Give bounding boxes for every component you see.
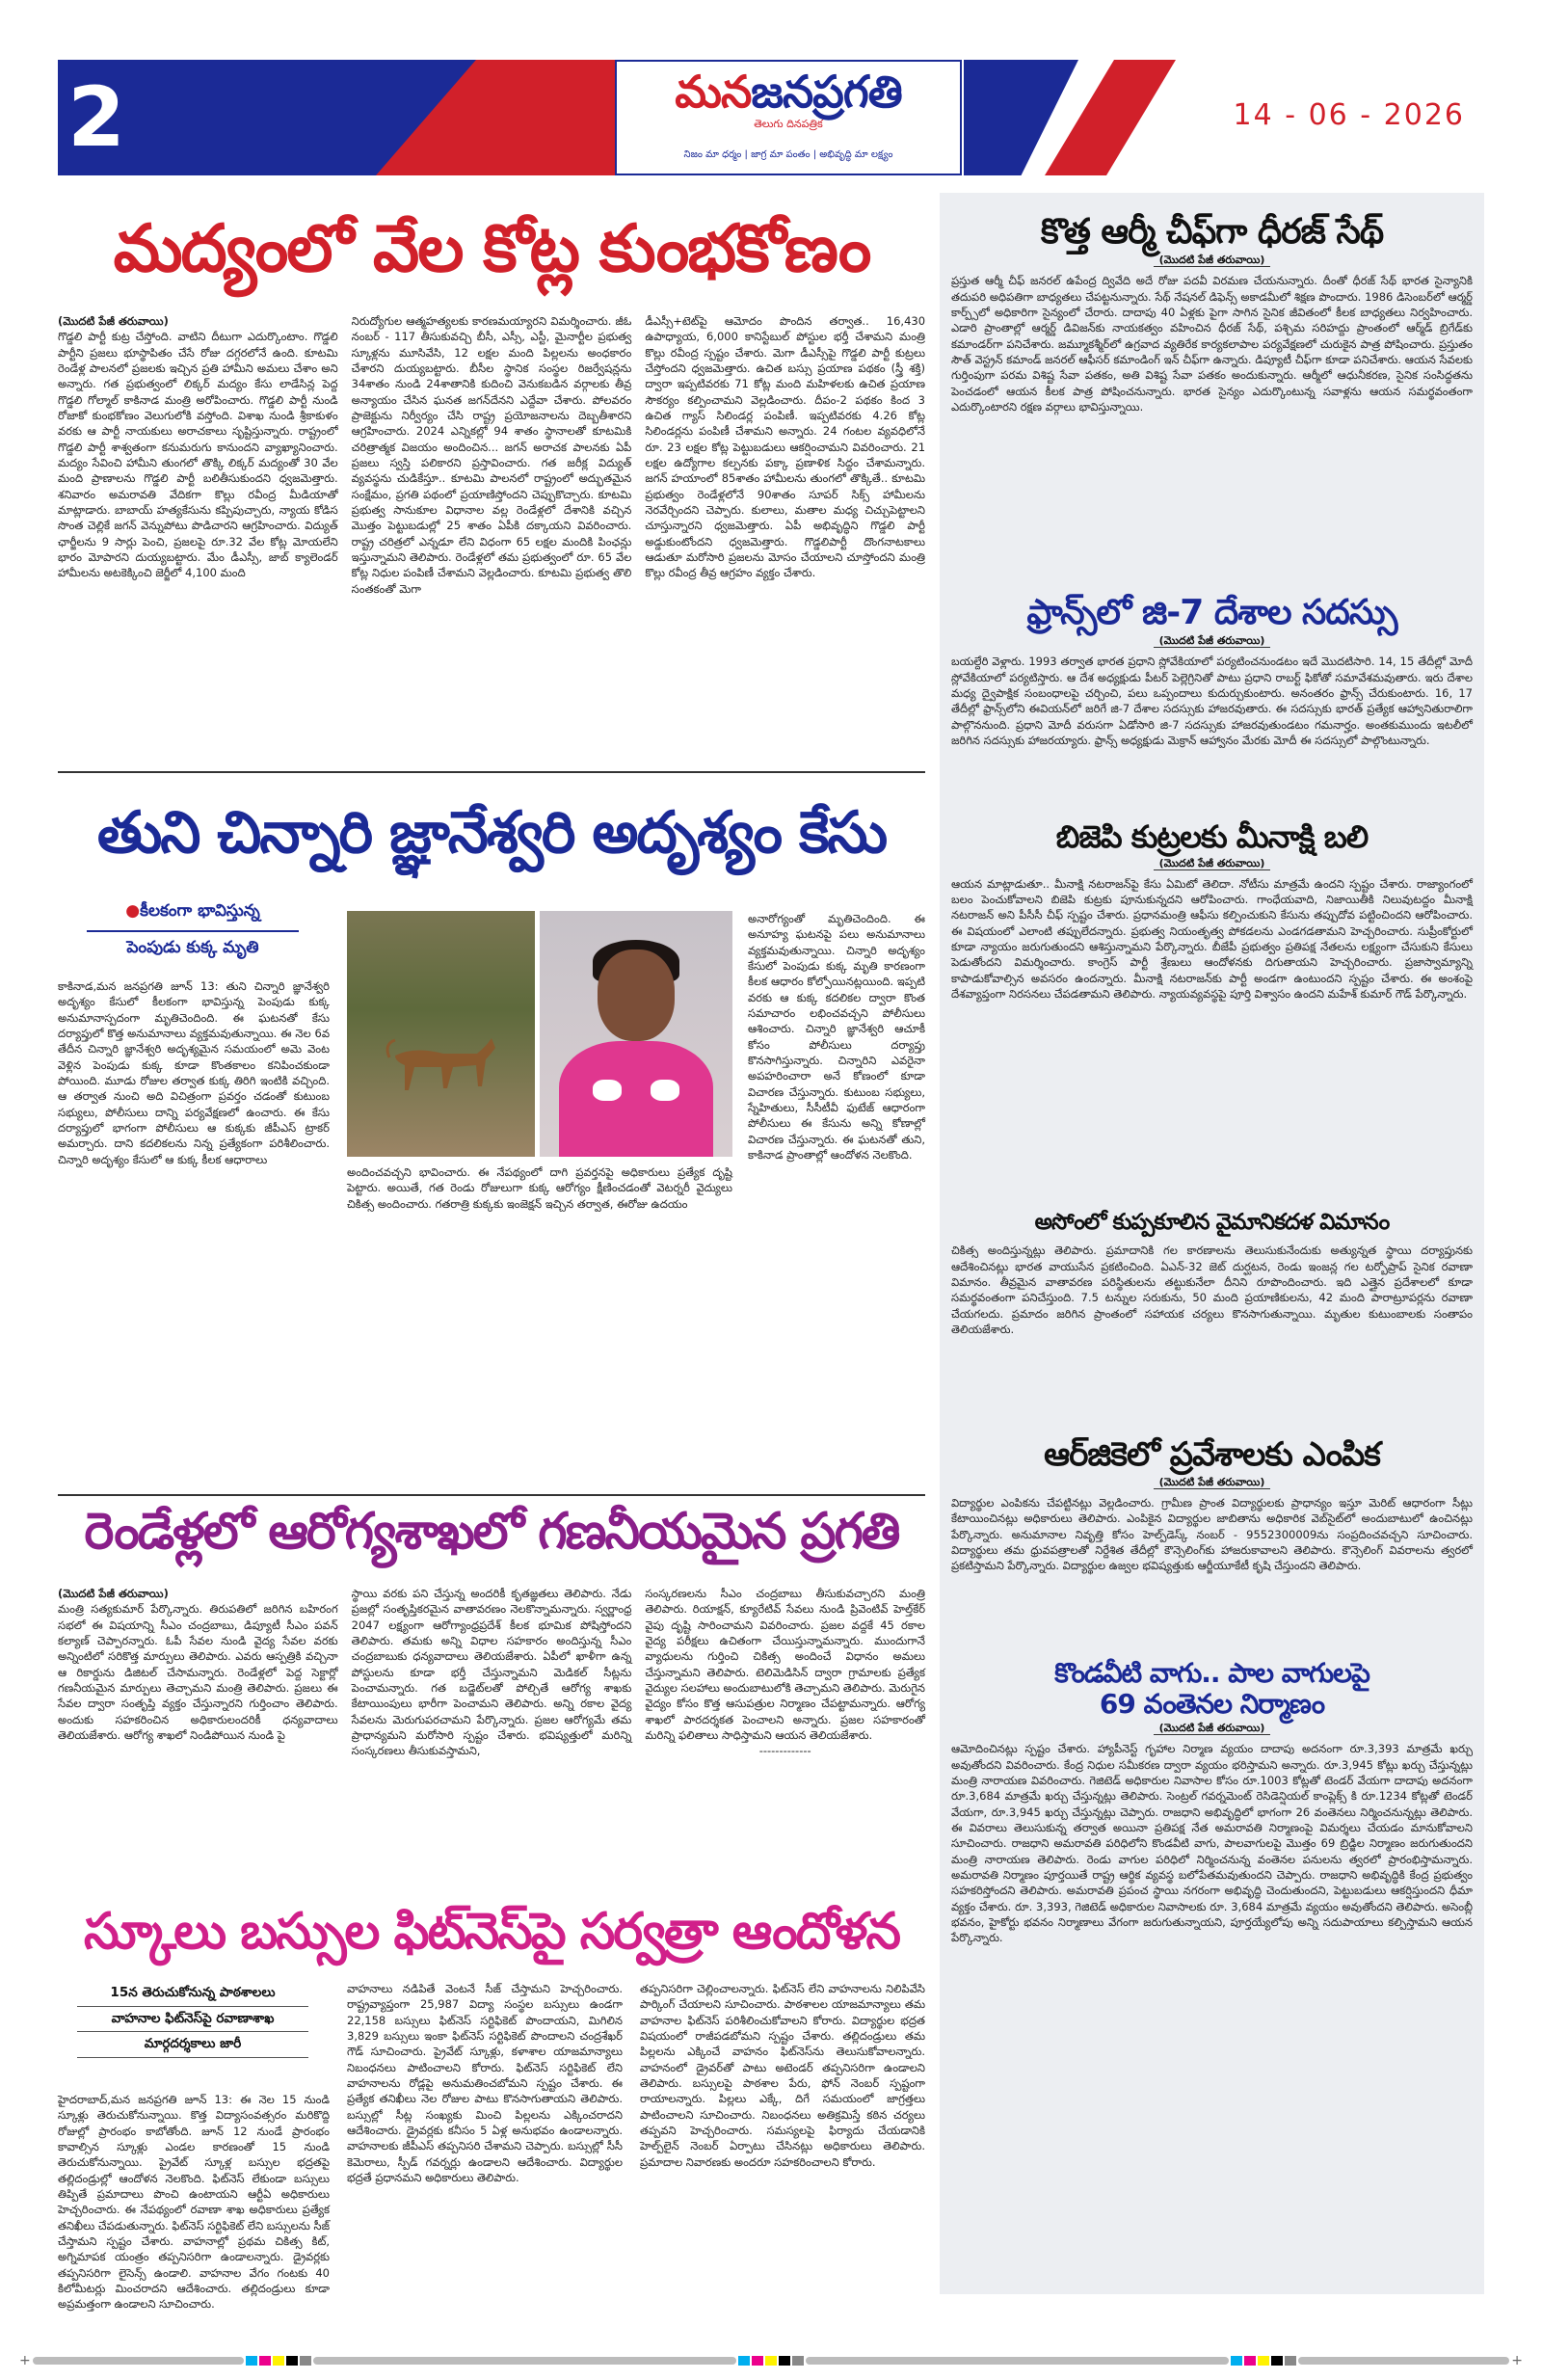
registration-line bbox=[1298, 2357, 1509, 2365]
swatch-cyan bbox=[246, 2356, 257, 2366]
bjp-headline: బిజెపి కుట్రలకు మీనాక్షి బలి bbox=[1055, 818, 1369, 855]
registration-line bbox=[313, 2357, 736, 2365]
story4-col3: తప్పనిసరిగా చెల్లించాలన్నారు. ఫిట్‌నెస్ లేని వాహనాలను నిలిపివేసి పార్కింగ్ చేయాలని సూచించారు. పాఠశాలల యాజమాన్యాలు తమ వాహనాల ఫిట్‌నెస్ పరిశీలించుకోవాలని కోరారు. విద్యార్థుల భద్రత విషయంలో రాజీపడబోమని స్పష్టం చేశారు. తల్లిదండ్రులు తమ పిల్లలను ఎక్కించే వాహనం ఫిట్‌నెస్‌ను తెలుసుకోవాలన్నారు. వాహనంలో డ్రైవర్‌తో పాటు అటెండర్ తప్పనిసరిగా ఉండాలని తెలిపారు. బస్సులపై పాఠశాల పేరు, ఫోన్ నెంబర్ స్పష్టంగా రాయాలన్నారు. పిల్లలు ఎక్కే, దిగే సమయంలో జాగ్రత్తలు పాటించాలని సూచించారు. నిబంధనలు అతిక్రమిస్తే కఠిన చర్యలు తప్పవని హెచ్చరించారు. సమస్యలపై ఫిర్యాదు చేయడానికి హెల్ప్‌లైన్ నెంబర్ ఏర్పాటు చేసినట్లు అధికారులు తెలిపారు. ప్రమాదాల నివారణకు అందరూ సహకరించాలని కోరారు. bbox=[640, 1982, 925, 2169]
army-headline: కొత్త ఆర్మీ చీఫ్‌గా ధీరజ్ సేథ్ bbox=[1040, 212, 1384, 252]
sidebar-story-g7 bbox=[951, 593, 1473, 817]
paper-name-part2: జనప్రగతి bbox=[751, 66, 902, 118]
print-registration-bar bbox=[19, 2354, 1523, 2367]
story4-subhead-1: 15న తెరుచుకోనున్న పాఠశాలలు bbox=[77, 1981, 308, 2007]
page-number: 2 bbox=[58, 60, 135, 175]
registration-line bbox=[806, 2357, 1229, 2365]
main-column bbox=[58, 193, 926, 2312]
rgukt-headline: ఆర్‌జికెలో ప్రవేశాలకు ఎంపిక bbox=[1044, 1435, 1380, 1474]
story3-col1 bbox=[58, 1586, 338, 1875]
story2-kicker-line2: పెంపుడు కుక్క మృతి bbox=[126, 938, 259, 957]
kicker-text-1: కీలకంగా భావిస్తున్న bbox=[140, 901, 260, 921]
swatch-gray bbox=[300, 2356, 311, 2366]
swatch-black bbox=[779, 2356, 790, 2366]
story3-col1-text: మంత్రి సత్యకుమార్ పేర్కొన్నారు. తిరుపతిలో జరిగిన బహిరంగ సభలో ఈ విషయాన్ని సీఎం చంద్రబాబు, డిప్యూటీ సీఎం పవన్ కల్యాణ్ చెప్పారన్నారు. ఓపీ సేవల నుండి వైద్య సేవల వరకు అన్నింటిలో సరికొత్త మార్పులు తెలిపారు. ఎవరు ఆస్పత్రికి వచ్చినా ఆ రికార్డును డిజిటల్ చేసామన్నారు. రెండేళ్లలో పెద్ద సెక్టార్లో గణనీయమైన మార్పులు తెచ్చామని మంత్రి తెలిపారు. ప్రజలు ఈ సేవల ద్వారా సంతృప్తి వ్యక్తం చేస్తున్నారని గుర్తించాం తెలిపారు. అందుకు సహకరించిన అధికారులందరికీ ధన్యవాదాలు తెలియజేశారు. ఆరోగ్య శాఖలో నిండిపోయిన నుండి పై bbox=[58, 1602, 338, 1742]
masthead bbox=[58, 60, 1484, 175]
swatch-magenta bbox=[1244, 2356, 1256, 2366]
paper-subtitle: తెలుగు దినపత్రిక bbox=[754, 118, 823, 130]
bridges-headline-1: కొండవీటి వాగు.. పాల వాగులపై bbox=[1054, 1657, 1369, 1689]
story3-col3 bbox=[645, 1586, 925, 1875]
divider bbox=[58, 1494, 925, 1496]
dress-bow-left bbox=[593, 1080, 622, 1101]
g7-byline-text: (మొదటి పేజీ తరువాయి) bbox=[1154, 634, 1271, 648]
story4-col2: వాహనాలు నడిపితే వెంటనే సీజ్ చేస్తామని హెచ్చరించారు. రాష్ట్రవ్యాప్తంగా 25,987 విద్యా సంస్థల బస్సులు ఉండగా 22,158 బస్సులు ఫిట్‌నెస్ సర్టిఫికెట్ పొందాయని, మిగిలిన 3,829 బస్సులు ఇంకా ఫిట్‌నెస్ సర్టిఫికెట్ పొందాలని చంద్రశేఖర్ గౌడ్ సూచించారు. ప్రైవేట్ స్కూళ్లు, కళాశాల యాజమాన్యాలు నిబంధనలు పాటించాలని కోరారు. ఫిట్‌నెస్ సర్టిఫికెట్ లేని వాహనాలను రోడ్లపై అనుమతించబోమని స్పష్టం చేశారు. ఈ ప్రత్యేక తనిఖీలు నెల రోజుల పాటు కొనసాగుతాయని తెలిపారు. బస్సుల్లో సీట్ల సంఖ్యకు మించి పిల్లలను ఎక్కించరాదని ఆదేశించారు. డ్రైవర్లకు కనీసం 5 ఏళ్ల అనుభవం ఉండాలన్నారు. వాహనాలకు జీపీఎస్ తప్పనిసరి చేశామని చెప్పారు. బస్సుల్లో సీసీ కెమెరాలు, స్పీడ్ గవర్నర్లు ఉండాలని ఆదేశించారు. విద్యార్థుల భద్రతే ప్రధానమని అధికారులు తెలిపారు. bbox=[347, 1982, 623, 2184]
swatch-black bbox=[286, 2356, 298, 2366]
story4-headline: స్కూలు బస్సుల ఫిట్‌నెస్‌పై సర్వత్రా ఆందోళన bbox=[84, 1903, 899, 1961]
bridges-byline-text: (మొదటి పేజీ తరువాయి) bbox=[1154, 1722, 1271, 1735]
paper-logo bbox=[615, 60, 962, 175]
swatch-gray bbox=[1285, 2356, 1296, 2366]
story4-col1: హైదరాబాద్,మన జనప్రగతి జూన్ 13: ఈ నెల 15 నుండి స్కూళ్లు తెరుచుకోనున్నాయి. కొత్త విద్యాసంవత్సరం మరికొద్ది రోజుల్లో ప్రారంభం కాబోతోంది. జూన్ 12 నుండే ప్రారంభం కావాల్సిన స్కూళ్లు ఎండల కారణంతో 15 నుండి తెరుచుకోనున్నాయి. ప్రైవేట్ స్కూళ్ల బస్సుల భద్రతపై తల్లిదండ్రుల్లో ఆందోళన నెలకొంది. ఫిట్‌నెస్ లేకుండా బస్సులు తిప్పితే ప్రమాదాలు పొంచి ఉంటాయని ఆర్టీఏ అధికారులు హెచ్చరించారు. ఈ నేపథ్యంలో రవాణా శాఖ అధికారులు ప్రత్యేక తనిఖీలు చేపడుతున్నారు. ఫిట్‌నెస్ సర్టిఫికెట్ లేని బస్సులను సీజ్ చేస్తామని స్పష్టం చేశారు. వాహనాల్లో ప్రథమ చికిత్స కిట్, అగ్నిమాపక యంత్రం తప్పనిసరిగా ఉండాలన్నారు. డ్రైవర్లకు తప్పనిసరిగా లైసెన్స్ ఉండాలి. వాహనాల వేగం గంటకు 40 కిలోమీటర్లు మించరాదని ఆదేశించారు. తల్లిదండ్రులు కూడా అప్రమత్తంగా ఉండాలని సూచించారు. bbox=[58, 2093, 330, 2312]
story2-headline: తుని చిన్నారి జ్ఞానేశ్వరి అదృశ్యం కేసు bbox=[96, 799, 887, 867]
dress-bow-right bbox=[651, 1080, 679, 1101]
child-dress bbox=[559, 1041, 713, 1157]
g7-headline: ఫ్రాన్స్‌లో జి-7 దేశాల సదస్సు bbox=[1026, 593, 1397, 632]
paper-tagline: నిజం మా ధర్మం | జాగ్ర మా పంతం | అభివృద్ధి మా లక్ష్యం bbox=[683, 149, 893, 160]
story4-subheads bbox=[58, 1981, 328, 2058]
swatch-yellow bbox=[273, 2356, 284, 2366]
story3-col3-text: సంస్కరణలను సీఎం చంద్రబాబు తీసుకువచ్చారని మంత్రి తెలిపారు. రియాక్షన్, క్యూరేటివ్ సేవలు నుండి ప్రివెంటివ్ హెల్త్‌కేర్ వైపు దృష్టి సారించామని వివరించారు. ప్రజల వద్దకే 45 రకాల వైద్య పరీక్షలు ఉచితంగా చేయిస్తున్నామన్నారు. ముందుగానే వ్యాధులను గుర్తించి చికిత్స అందించే విధానం అమలు చేస్తున్నామని తెలిపారు. టెలిమెడిసిన్ ద్వారా గ్రామాలకు ప్రత్యేక వైద్యుల సలహాలు అందుబాటులోకి తెచ్చామని తెలిపారు. మెరుగైన వైద్యం కోసం కొత్త ఆసుపత్రుల నిర్మాణం చేపట్టామన్నారు. ఆరోగ్య శాఖలో పారదర్శకత పెంచాలని అన్నారు. ప్రజల సహకారంతో మరిన్ని ఫలితాలు సాధిస్తామని ఆయన తెలియజేశారు. bbox=[645, 1587, 926, 1742]
g7-byline bbox=[951, 634, 1473, 650]
army-byline-text: (మొదటి పేజీ తరువాయి) bbox=[1154, 254, 1271, 267]
plane-text: చికిత్స అందిస్తున్నట్లు తెలిపారు. ప్రమాదానికి గల కారణాలను తెలుసుకునేందుకు అత్యున్నత స్థాయి దర్యాప్తునకు ఆదేశించినట్లు భారత వాయుసేన ప్రకటించింది. ఏఎన్-32 జెట్ దుర్ఘటన, రెండు ఇంజన్ల గల టర్బోప్రాప్ సైనిక రవాణా విమానం. తీవ్రమైన వాతావరణ పరిస్థితులను తట్టుకునేలా దీనిని రూపొందించారు. ఇది ఎత్తైన ప్రదేశాలలో కూడా సమర్థవంతంగా పనిచేస్తుంది. 7.5 టన్నుల సరుకును, 50 మంది ప్రయాణికులను, 42 మంది పారాట్రూపర్లను రవాణా చేయగలదు. ప్రమాదం జరిగిన ప్రాంతంలో సహాయక చర్యలు కొనసాగుతున్నాయి. మృతుల కుటుంబాలకు సంతాపం తెలియజేశారు. bbox=[951, 1243, 1473, 1337]
bridges-headline-2: 69 వంతెనల నిర్మాణం bbox=[1099, 1688, 1325, 1721]
story2-col2: అందించవచ్చని భావించారు. ఈ నేపథ్యంలో దాగి ప్రవర్తనపై అధికారులు ప్రత్యేక దృష్టి పెట్టారు. అయితే, గత రెండు రోజులుగా కుక్క ఆరోగ్యం క్షీణించడంతో వెటర్నరీ వైద్యులు చికిత్స అందించారు. గతరాత్రి కుక్కకు ఇంజెక్షన్ ఇచ్చిన తర్వాత, ఈరోజు ఉదయం bbox=[347, 1165, 732, 1211]
masthead-right bbox=[964, 60, 1484, 175]
story3-body bbox=[58, 1586, 925, 1875]
paper-name bbox=[617, 62, 960, 121]
divider bbox=[58, 771, 925, 773]
rgukt-text: విద్యార్థుల ఎంపికను చేపట్టినట్లు వెల్లడించారు. గ్రామీణ ప్రాంత విద్యార్థులకు ప్రాధాన్యం ఇస్తూ మెరిట్ ఆధారంగా సీట్లు కేటాయించినట్లు అధికారులు తెలిపారు. ఎంపికైన విద్యార్థుల జాబితాను అధికారిక వెబ్‌సైట్‌లో అందుబాటులో ఉంచినట్లు పేర్కొన్నారు. అనుమానాల నివృత్తి కోసం హెల్ప్‌డెస్క్ నంబర్ - 9552300009ను సంప్రదించవచ్చని సూచించారు. విద్యార్థులు తమ ధ్రువపత్రాలతో నిర్దేశిత తేదీల్లో కౌన్సెలింగ్‌కు హాజరుకావాలని తెలిపారు. కౌన్సెలింగ్ వివరాలను త్వరలో ప్రకటిస్తామని పేర్కొన్నారు. విద్యార్థుల ఉజ్వల భవిష్యత్తుకు ఆర్జీయూకేటీ కృషి చేస్తుందని తెలిపారు. bbox=[951, 1496, 1473, 1573]
bridges-byline bbox=[951, 1722, 1473, 1737]
story2-col1: కాకినాడ,మన జనప్రగతి జూన్ 13: తుని చిన్నారి జ్ఞానేశ్వరి అదృశ్యం కేసులో కీలకంగా భావిస్తున్న పెంపుడు కుక్క అనుమానాస్పదంగా మృతిచెందింది. ఈ ఘటనతో కేసు దర్యాప్తులో కొత్త అనుమానాలు వ్యక్తమవుతున్నాయి. ఈ నెల 6వ తేదీన చిన్నారి జ్ఞానేశ్వరి అదృశ్యమైన సమయంలో అమె వెంట వెళ్లిన పెంపుడు కుక్క కూడా కొంతకాలం కనిపించకుండా పోయింది. మూడు రోజుల తర్వాత కుక్క తిరిగి ఇంటికి వచ్చింది. ఆ తర్వాత నుంచి అది విచిత్రంగా ప్రవర్తం చడంతో కుటుంబ సభ్యులు, పోలీసులు దాన్ని పర్యవేక్షణలో ఉంచారు. ఈ కేసు దర్యాప్తులో భాగంగా పోలీసులు ఆ కుక్కకు జీపీఎస్ ట్రాకర్ అమర్చారు. దాని కదలికలను నిన్న ప్రత్యేకంగా పరిశీలించారు. చిన్నారి అదృశ్యం కేసులో ఆ కుక్క కీలక ఆధారాలు bbox=[58, 979, 330, 1166]
child-face bbox=[598, 949, 675, 1041]
story4-subhead-3: మార్గదర్శకాలు జారీ bbox=[77, 2032, 308, 2058]
story1-col3: డీఎస్సీ+టెట్‌పై ఆమోదం పొందిన తర్వాత.. 16,430 ఉపాధ్యాయ, 6,000 కానిస్టేబుల్ పోస్టుల భర్తీ చేశామని మంత్రి కొల్లు రవీంద్ర స్పష్టం చేశారు. మెగా డీఎస్సీపై గొడ్డలి పార్టీ కుట్రలు చేస్తోందని ధ్వజమెత్తారు. ఉచిత బస్సు ప్రయాణ పథకం (స్త్రీ శక్తి) ద్వారా ఇప్పటివరకు 71 కోట్ల మంది మహిళలకు ఉచిత ప్రయాణ సౌకర్యం కల్పించామని వెల్లడించారు. దీపం-2 పథకం కింద 3 ఉచిత గ్యాస్ సిలిండర్ల పంపిణీ. ఇప్పటివరకు 4.26 కోట్ల సిలిండర్లను పంపిణీ చేశామని అన్నారు. 24 గంటల వ్యవధిలోనే రూ. 23 లక్షల కోట్ల పెట్టుబడులు ఆకర్షించామని వివరించారు. 21 లక్షల ఉద్యోగాల కల్పనకు పక్కా ప్రణాళిక సిద్ధం చేశామన్నారు. జగన్ హయాంలో 85శాతం హామీలను తుంగలో తొక్కితే.. కూటమి ప్రభుత్వం రెండేళ్లలోనే 90శాతం సూపర్ సిక్స్ హామీలను నెరవేర్చిందని చెప్పారు. కులాలు, మతాల మధ్య చిచ్చుపెట్టాలని చూస్తున్నారని ధ్వజమెత్తారు. ఏపీ అభివృద్ధిని గొడ్డలి పార్టీ అడ్డుకుంటోందని ధ్వజమెత్తారు. గొడ్డలిపార్టీ దొంగనాటకాలు ఆడుతూ మరోసారి ప్రజలను మోసం చేయాలని చూస్తోందని మంత్రి కొల్లు రవీంద్ర తీవ్ర ఆగ్రహం వ్యక్తం చేశారు. bbox=[645, 314, 926, 580]
story2-col3: అనారోగ్యంతో మృతిచెందింది. ఈ అనూహ్య ఘటనపై పలు అనుమానాలు వ్యక్తమవుతున్నాయి. చిన్నారి అదృశ్యం కేసులో పెంపుడు కుక్క మృతి కారణంగా కీలక ఆధారం కోల్పోయినట్లయింది. ఇప్పటి వరకు ఆ కుక్క కదలికల ద్వారా కొంత సమాచారం లభించవచ్చని పోలీసులు ఆశించారు. చిన్నారి జ్ఞానేశ్వరి ఆచూకీ కోసం పోలీసులు దర్యాప్తు కొనసాగిస్తున్నారు. చిన్నారిని ఎవరైనా అపహరించారా అనే కోణంలో కూడా విచారణ చేస్తున్నారు. కుటుంబ సభ్యులు, స్నేహితులు, సీసీటీవీ ఫుటేజ్ ఆధారంగా పోలీసులు ఈ కేసును అన్ని కోణాల్లో విచారణ చేస్తున్నారు. ఈ ఘటనతో తుని, కాకినాడ ప్రాంతాల్లో ఆందోళన నెలకొంది. bbox=[748, 912, 925, 1162]
swatch-yellow bbox=[1258, 2356, 1269, 2366]
dog-photo bbox=[347, 911, 535, 1157]
bridges-text: ఆమోదించినట్లు స్పష్టం చేశారు. హ్యాపీనెస్ట్ గృహాల నిర్మాణ వ్యయం దాదాపు అదనంగా రూ.3,393 మాత్రమే ఖర్చు అవుతోందని వివరించారు. కేంద్ర నిధుల సమీకరణ ద్వారా వ్యయం భరిస్తామని అన్నారు. రూ.3,945 కోట్లు ఖర్చు చేస్తున్నట్లు మంత్రి నారాయణ వివరించారు. గెజిటెడ్ అధికారుల నివాసాల కోసం రూ.1003 కోట్లతో టెండర్ వేయగా దాదాపు అదనంగా రూ.3,684 మాత్రమే ఖర్చు చేస్తున్నట్లు తెలిపారు. సెంట్రల్ గవర్నమెంట్ రెసిడెన్షియల్ కాంప్లెక్స్ కి రూ.1234 కోట్లతో టెండర్ వేయగా, రూ.3,945 ఖర్చు చేస్తున్నట్లు చెప్పారు. రాజధాని అభివృద్ధిలో భాగంగా 26 వంతెనలు నిర్మించనున్నట్లు తెలిపారు. ఈ వివరాలు తెలుసుకున్న తర్వాత అయినా ప్రతిపక్ష నేత అమరావతి నిర్మాణంపై విమర్శలు చేయడం మానుకోవాలని సూచించారు. రాజధాని అమరావతి పరిధిలోని కొండవీటి వాగు, పాలవాగులపై మొత్తం 69 బ్రిడ్జిల నిర్మాణం జరుగుతుందని మంత్రి నారాయణ తెలిపారు. రెండు వాగుల పరిధిలో నిర్మించనున్న వంతెనల పనులను త్వరలో ప్రారంభిస్తామన్నారు. అమరావతి నిర్మాణం పూర్తయితే రాష్ట్ర ఆర్థిక వ్యవస్థ బలోపేతమవుతుందని చెప్పారు. రాజధాని అభివృద్ధికి కేంద్ర ప్రభుత్వం సహకరిస్తోందని తెలిపారు. అమరావతి ప్రపంచ స్థాయి నగరంగా అభివృద్ధి చెందుతుందని, పెట్టుబడులు ఆకర్షిస్తుందని ధీమా వ్యక్తం చేశారు. రూ. 3,393, గెజిటెడ్ అధికారుల నివాసాలకు రూ. 3,684 మాత్రమే వ్యయం అవుతోందని తెలిపారు. అసెంబ్లీ భవనం, హైకోర్టు భవనం నిర్మాణాలు వేగంగా జరుగుతున్నాయని, పూర్తయ్యేలోపు అన్ని సదుపాయాలు కల్పిస్తామని ఆయన పేర్కొన్నారు. bbox=[951, 1742, 1473, 1945]
bjp-byline-text: (మొదటి పేజీ తరువాయి) bbox=[1154, 857, 1271, 870]
swatch-yellow bbox=[765, 2356, 777, 2366]
story3-byline: (మొదటి పేజీ తరువాయి) bbox=[58, 1587, 169, 1600]
story1-col2: నిరుద్యోగుల ఆత్మహత్యలకు కారణమయ్యారని విమర్శించారు. జీఓ నంబర్ - 117 తీసుకువచ్చి బీసీ, ఎస్సీ, ఎస్టీ, మైనార్టీల ప్రభుత్వ స్కూళ్లను మూసివేసి, 12 లక్షల మంది పిల్లలను అంధకారం చేశారని దుయ్యబట్టారు. బీసీల స్థానిక సంస్థల రిజర్వేషన్లను 34శాతం నుండి 24శాతానికి కుదించి వెనుకబడిన వర్గాలకు తీవ్ర అన్యాయం చేసిన ఘనత జగన్‌దేనని ఎద్దేవా చేశారు. పోలవరం ప్రాజెక్టును నిర్వీర్యం చేసి రాష్ట్ర ప్రయోజనాలను దెబ్బతీశారని ఆగ్రహించారు. 2024 ఎన్నికల్లో 94 శాతం స్థానాలతో కూటమికి చరిత్రాత్మక విజయం అందించిన... జగన్ అరాచక పాలనకు ఏపీ ప్రజలు స్వస్తి పలికారని ప్రస్తావించారు. గత జరీక్ల విద్యుత్ వ్యవస్థను చుడికేస్తూ.. కూటమి పాలనలో రాష్ట్రంలో అద్భుతమైన సంక్షేమం, ప్రగతి పథంలో ప్రయాణిస్తోందని చెప్పుకొచ్చారు. కూటమి ప్రభుత్వ సానుకూల విధానాల వల్ల రెండేళ్లలో దేశానికి వచ్చిన మొత్తం పెట్టుబడుల్లో 25 శాతం ఏపీకి దక్కాయని వివరించారు. రాష్ట్ర చరిత్రలో ఎన్నడూ లేని విధంగా 65 లక్షల మందికి పింఛన్లు ఇస్తున్నామని తెలిపారు. రెండేళ్లలో తమ ప్రభుత్వంలో రూ. 65 వేల కోట్ల నిధుల పంపిణీ చేశామని వెల్లడించారు. కూటమి ప్రభుత్వ తొలి సంతకంతో మెగా bbox=[351, 314, 632, 596]
sidebar-story-bridges bbox=[951, 1658, 1473, 2261]
crosshair-icon-right: + bbox=[1511, 2353, 1523, 2368]
sidebar-story-army bbox=[951, 212, 1473, 591]
bjp-text: ఆయన మాట్లాడుతూ.. మీనాక్షి నటరాజన్‌పై కేసు ఏమిటో తెలిదా. నోటీసు మాత్రమే ఉందని స్పష్టం చేశారు. రాజ్యాంగంలో బలం పెంచుకోవాలని బిజెపి కుట్రకు పూనుకున్నదని ఆరోపించారు. గాంధేయవాది, నిజాయితీకి నిలువుటద్దం మీనాక్షి నటరాజన్ అని పీసీసీ చీఫ్ స్పష్టం చేశారు. ప్రధానమంత్రి ఆఫీసు కల్పించుకుని కేసును తప్పుదోవ పట్టించిందని ఆరోపించారు. ఈ విషయంలో ఎలాంటి తప్పులేదన్నారు. ప్రభుత్వ నియంతృత్వ పోకడలను ఎండగడతామని హెచ్చరించారు. సుప్రీంకోర్టులో కూడా న్యాయం జరుగుతుందని ఆశిస్తున్నామని పేర్కొన్నారు. బీజేపీ ప్రభుత్వం ప్రతిపక్ష నేతలను లక్ష్యంగా చేసుకుని కేసులు పెడుతోందని విమర్శించారు. కాంగ్రెస్ పార్టీ శ్రేణులు ఆందోళనకు దిగుతాయని హెచ్చరించారు. ప్రజాస్వామ్యాన్ని కాపాడుకోవాల్సిన అవసరం ఉందన్నారు. మీనాక్షి నటరాజన్‌కు పార్టీ అండగా ఉంటుందని స్పష్టం చేశారు. ఈ అంశంపై దేశవ్యాప్తంగా నిరసనలు చేపడతామని తెలిపారు. న్యాయవ్యవస్థపై పూర్తి విశ్వాసం ఉందని మహేశ్ కుమార్ గౌడ్ పేర్కొన్నారు. bbox=[951, 876, 1473, 1002]
rgukt-byline bbox=[951, 1476, 1473, 1491]
kicker-rule bbox=[87, 930, 299, 932]
story2-photo bbox=[347, 911, 732, 1157]
paper-name-part1: మన bbox=[675, 66, 752, 118]
swatch-gray bbox=[792, 2356, 804, 2366]
dog-figure bbox=[386, 1027, 501, 1104]
swatch-cyan bbox=[1231, 2356, 1242, 2366]
sidebar bbox=[940, 193, 1484, 2294]
story1-byline: (మొదటి పేజీ తరువాయి) bbox=[58, 314, 169, 328]
story3-end-rule: ------------- bbox=[758, 1744, 811, 1758]
rgukt-byline-text: (మొదటి పేజీ తరువాయి) bbox=[1154, 1476, 1271, 1489]
issue-date: 14 - 06 - 2026 bbox=[1233, 98, 1465, 132]
plane-headline: అసోంలో కుప్పకూలిన వైమానికదళ విమానం bbox=[1034, 1210, 1390, 1235]
crosshair-icon-left: + bbox=[19, 2353, 31, 2368]
army-text: ప్రస్తుత ఆర్మీ చీఫ్ జనరల్ ఉపేంద్ర ద్వివేది అదే రోజు పదవీ విరమణ చేయనున్నారు. దీంతో ధీరజ్ సేథ్ భారత సైన్యానికి తదుపరి అధిపతిగా బాధ్యతలు చేపట్టనున్నారు. సేథ్ నేషనల్ డిఫెన్స్ అకాడమీలో శిక్షణ పొందారు. 1986 డిసెంబర్‌లో ఆర్మర్డ్ కార్ప్స్‌లో అధికారిగా సైన్యంలో చేరారు. దాదాపు 40 ఏళ్లకు పైగా సాగిన సైనిక జీవితంలో కీలక బాధ్యతలు నిర్వహించారు. ఎడారి ప్రాంతాల్లో ఆర్మర్డ్ డివిజన్‌కు నాయకత్వం వహించిన ధీరజ్ సేథ్, పశ్చిమ సరిహద్దు ప్రాంతంలో ఆర్మ్‌డ్ బ్రిగేడ్‌కు కమాండర్‌గా పనిచేశారు. జమ్మూకశ్మీర్‌లో ఉగ్రవాద వ్యతిరేక కార్యకలాపాల పర్యవేక్షణలో చురుకైన పాత్ర పోషించారు. ప్రస్తుతం సౌత్ వెస్ట్రన్ కమాండ్ జనరల్ ఆఫీసర్ కమాండింగ్ ఇన్ చీఫ్‌గా ఉన్నారు. డిప్యూటీ చీఫ్‌గా కూడా పనిచేశారు. ఆయన సేవలకు గుర్తింపుగా పరమ విశిష్ట సేవా పతకం, అతి విశిష్ట సేవా పతకం అందుకున్నారు. ఆర్మీలో ఆధునీకరణ, సైనిక సంసిద్ధతను పెంచడంలో ఆయన కీలక పాత్ర పోషించనున్నారు. భారత సైన్యం ఎదుర్కొంటున్న సవాళ్లను ఆయన సమర్థవంతంగా ఎదుర్కొంటారని రక్షణ వర్గాలు భావిస్తున్నాయి. bbox=[951, 274, 1473, 414]
story2-kicker-line1: ●కీలకంగా భావిస్తున్న bbox=[125, 901, 260, 921]
story1-col1-text: గొడ్డలి పార్టీ కుట్ర చేస్తోంది. వాటిని దీటుగా ఎదుర్కొంటాం. గొడ్డలి పార్టీని ప్రజలు భూస్థాపితం చేసే రోజు దగ్గరలోనే ఉంది. కూటమి రెండేళ్ల పాలనలో ప్రజలకు ఇచ్చిన ప్రతి హామీని అమలు చేశాం అని అన్నారు. గత ప్రభుత్వంలో లిక్కర్ మద్యం కేసు లాడేసిన్ల పెద్ద గొడ్డలి గోల్మాల్ కాకినాడ మంత్రి అరోపించారు. గొడ్డలి పార్టీ నుండి రోజాకో కుంభకోణం వెలుగులోకి వస్తోంది. విశాఖ నుండి శ్రీకాకుళం వరకు ఆ పార్టీ నాయకులు అరాచకాలు సృష్టిస్తున్నారు. రాష్ట్రంలో గొడ్డలి పార్టీ శాశ్వతంగా కనుమరుగు కానుందని వ్యాఖ్యానించారు. మద్యం సేవించి హామీని తుంగలో తొక్కి లిక్కర్ మద్యంతో 30 వేల మంది ప్రాణాలను గొడ్డలి పార్టీ బలితీసుకుందని ధ్వజమెత్తారు. శనివారం అమరావతి వేదికగా కొల్లు రవీంద్ర మీడియాతో మాట్లాడారు. బాబాయ్ హత్యకేసును కప్పిపుచ్చారు, న్యాయ కోడిస సొంత చెల్లికే జగన్ వెన్నుపోటు పొడిచారని ఆగ్రహించారు. విద్యుత్ ఛార్జీలను 9 సార్లు పెంచి, ప్రజలపై రూ.32 వేల కోట్ల మోయలేని భారం మోపారని దుయ్యబట్టారు. మేం డీఎస్సీ, జాబ్ క్యాలెండర్ హామీలను అటకెక్కించి జెర్జీలో 4,100 మంది bbox=[58, 330, 338, 580]
story1-body bbox=[58, 313, 925, 757]
sidebar-story-plane bbox=[951, 1210, 1473, 1402]
story2-kicker bbox=[58, 901, 328, 961]
swatch-cyan bbox=[738, 2356, 750, 2366]
registration-line bbox=[33, 2357, 244, 2365]
child-photo bbox=[540, 911, 732, 1157]
story1-headline: మద్యంలో వేల కోట్ల కుంభకోణం bbox=[113, 211, 870, 287]
sidebar-story-rgukt bbox=[951, 1436, 1473, 1635]
army-byline bbox=[951, 254, 1473, 269]
story4-subhead-2: వాహనాల ఫిట్‌నెస్‌పై రవాణాశాఖ bbox=[77, 2007, 308, 2033]
story1-col1 bbox=[58, 313, 338, 757]
bjp-byline bbox=[951, 857, 1473, 872]
swatch-black bbox=[1271, 2356, 1283, 2366]
story3-col2: స్థాయి వరకు పని చేస్తున్న అందరికీ కృతజ్ఞతలు తెలిపారు. నేడు ప్రజల్లో సంతృప్తికరమైన వాతావరణం నెలకొన్నామన్నారు. స్వర్ణాంధ్ర 2047 లక్ష్యంగా ఆరోగ్యాంధ్రప్రదేశ్ కీలక భూమిక పోషిస్తోందని తెలిపారు. తమకు అన్ని విధాల సహకారం అందిస్తున్న సీఎం చంద్రబాబుకు ధన్యవాదాలు తెలియజేశారు. ఏపీలో ఖాళీగా ఉన్న పోస్టులను కూడా భర్తీ చేస్తున్నామని మెడికల్ సీట్లను పెంచామన్నారు. గత బడ్జెట్‌లతో పోల్చితే ఆరోగ్య శాఖకు కేటాయింపులు భారీగా పెంచామని తెలిపారు. అన్ని రకాల వైద్య సేవలను మెరుగుపరచామని పేర్కొన్నారు. ప్రజల ఆరోగ్యమే తమ ప్రాధాన్యమని మరోసారి స్పష్టం చేశారు. భవిష్యత్తులో మరిన్ని సంస్కరణలు తీసుకువస్తామని, bbox=[351, 1587, 632, 1758]
story3-headline: రెండేళ్లలో ఆరోగ్యశాఖలో గణనీయమైన ప్రగతి bbox=[84, 1503, 899, 1561]
sidebar-story-bjp bbox=[951, 819, 1473, 1194]
swatch-magenta bbox=[259, 2356, 271, 2366]
swatch-magenta bbox=[752, 2356, 763, 2366]
g7-text: బయల్దేరి వెళ్లారు. 1993 తర్వాత భారత ప్రధాని స్లోవేకియాలో పర్యటించనుండటం ఇదే మొదటిసారి. 14, 15 తేదీల్లో మోదీ స్లోవేకియాలో పర్యటిస్తారు. ఆ దేశ అధ్యక్షుడు పీటర్ పెల్లెగ్రినితో పాటు ప్రధాని రాబర్ట్ ఫికోతో సమావేశమవుతారు. ఇరు దేశాల మధ్య ద్వైపాక్షిక సంబంధాలపై చర్చించి, పలు ఒప్పందాలు కుదుర్చుకుంటారు. అనంతరం ఫ్రాన్స్ చేరుకుంటారు. 16, 17 తేదీల్లో ఫ్రాన్స్‌లోని ఈవియన్‌లో జరిగే జి-7 దేశాల సదస్సుకు హాజరవుతారు. ఈ సదస్సుకు భారత్ ప్రత్యేక ఆహ్వానితురాలిగా పాల్గొననుంది. ప్రధాని మోదీ వరుసగా ఏడోసారి జి-7 సదస్సుకు హాజరవుతుండటం గమనార్హం. అంతకుముందు ఇటలీలో జరిగిన సదస్సుకు హాజరయ్యారు. ఫ్రాన్స్ అధ్యక్షుడు మెక్రాన్ ఆహ్వానం మేరకు మోదీ ఈ సదస్సులో పాల్గొంటున్నారు. bbox=[951, 655, 1473, 748]
